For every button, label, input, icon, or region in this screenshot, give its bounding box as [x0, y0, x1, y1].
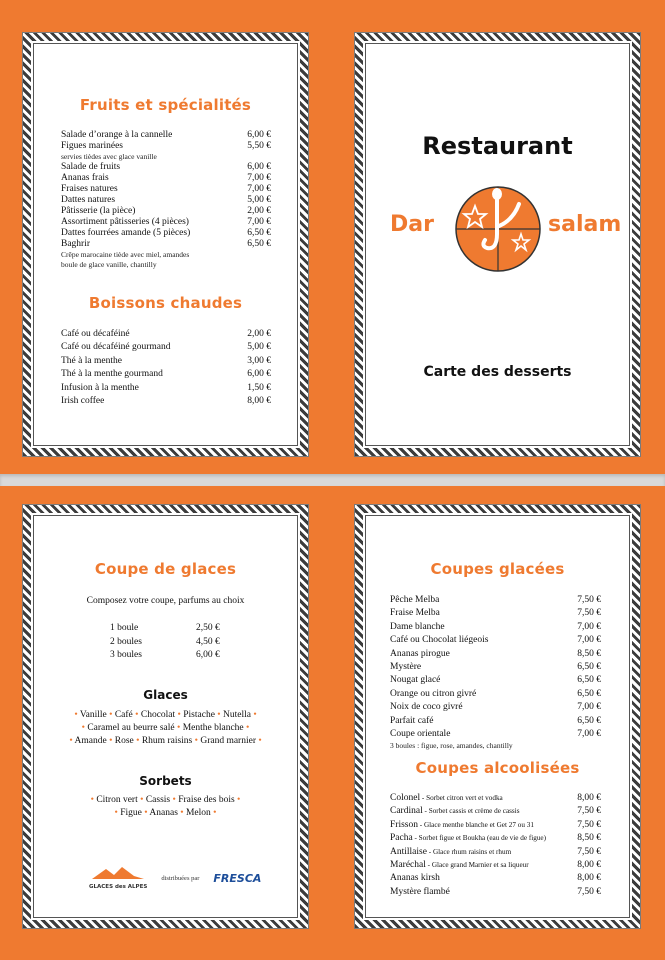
dar-salam-logo — [366, 184, 629, 284]
item-price: 7,00 € — [577, 702, 601, 713]
item-price: 1,50 € — [247, 382, 271, 393]
bullet-dot: • — [177, 710, 184, 720]
item-price: 8,00 € — [577, 860, 601, 871]
menu-row — [61, 328, 271, 341]
item-name: 1 boule — [110, 623, 139, 633]
name-left: Dar — [390, 212, 434, 237]
flavor-line — [34, 807, 297, 820]
flavor: Fraise des bois — [178, 795, 235, 805]
fresca-logo: FRESCA — [213, 871, 262, 885]
item-price: 7,50 € — [577, 846, 601, 857]
item-name: Ananas kirsh — [390, 873, 440, 884]
panel-inner — [33, 515, 298, 918]
menu-row — [61, 141, 271, 152]
menu-row — [61, 130, 271, 141]
item-name: Café ou Chocolat liégeois — [390, 635, 489, 646]
item-price: 6,00 € — [196, 650, 220, 660]
item-name: Dame blanche — [390, 621, 445, 632]
item-name: Frisson - Glace menthe blanche et Get 27 ou 31 — [390, 819, 534, 830]
menu-row — [390, 634, 601, 647]
glaces-des-alpes-logo — [89, 866, 147, 890]
menu-row — [390, 594, 601, 607]
flavor: Grand marnier — [200, 736, 256, 746]
item-price: 2,00 € — [247, 206, 271, 216]
menu-row — [61, 395, 271, 408]
item-price: 7,00 € — [247, 173, 271, 183]
flavor-line — [34, 709, 297, 722]
menu-row — [61, 162, 271, 173]
item-name: Coupe orientale — [390, 729, 451, 740]
item-name: Colonel - Sorbet citron vert et vodka — [390, 793, 503, 803]
coupes-alcool-title: Coupes alcoolisées — [415, 759, 580, 777]
panel-coupes-glacees — [354, 504, 641, 929]
item-name: Mystère — [390, 662, 422, 673]
item-name: Fraises natures — [61, 184, 118, 194]
item-price: 8,00 € — [577, 873, 601, 884]
item-detail: - Glace menthe blanche et Get 27 ou 31 — [417, 820, 534, 829]
flavor: Ananas — [149, 808, 178, 818]
bullet-dot: • — [69, 736, 75, 746]
item-name: Thé à la menthe gourmand — [61, 369, 163, 380]
item-name: Thé à la menthe — [61, 355, 122, 366]
item-name: Maréchal - Glace grand Marnier et sa liqueur — [390, 860, 529, 871]
menu-row — [61, 355, 271, 368]
hand-circle-emblem — [453, 184, 543, 274]
menu-row — [61, 206, 271, 217]
panel-inner — [365, 515, 630, 918]
item-price: 5,00 € — [247, 195, 271, 205]
item-name: Salade d’orange à la cannelle — [61, 130, 173, 140]
bullet-dot: • — [213, 808, 217, 818]
item-name: Dattes fourrées amande (5 pièces) — [61, 228, 191, 238]
item-price: 8,00 € — [577, 793, 601, 803]
item-name: Salade de fruits — [61, 162, 121, 172]
item-name: Mystère flambé — [390, 886, 450, 897]
item-name: Pêche Melba — [390, 595, 440, 605]
flavor: Vanille — [79, 710, 107, 720]
bullet-dot: • — [109, 736, 115, 746]
item-name: Ananas pirogue — [390, 648, 450, 659]
item-price: 6,50 € — [577, 688, 601, 699]
flavor: Amande — [74, 736, 107, 746]
menu-row — [390, 661, 601, 674]
fruits-list — [61, 130, 271, 270]
flavor: Figue — [120, 808, 142, 818]
item-name: 2 boules — [110, 636, 142, 647]
flavor: Cassis — [145, 795, 171, 805]
item-price: 6,00 € — [247, 130, 271, 140]
flavor: Melon — [185, 808, 211, 818]
item-price: 6,00 € — [247, 162, 271, 172]
panel-inner — [33, 43, 298, 446]
cover-subtitle: Carte des desserts — [423, 364, 572, 380]
name-right: salam — [548, 212, 622, 237]
item-price: 7,50 € — [577, 595, 601, 605]
menu-row — [390, 715, 601, 728]
item-price: 6,50 € — [247, 239, 271, 249]
glaces-title: Glaces — [143, 688, 188, 702]
flavor: Rose — [114, 736, 134, 746]
item-name: Irish coffee — [61, 396, 105, 407]
bullet-dot: • — [194, 736, 201, 746]
item-note: 3 boules : figue, rose, amandes, chantilly — [390, 741, 513, 751]
item-detail: - Sorbet citron vert et vodka — [420, 794, 503, 802]
item-price: 7,50 € — [577, 608, 601, 619]
flavor: Café — [114, 710, 133, 720]
item-price: 7,00 € — [577, 635, 601, 646]
fold-separator — [0, 474, 665, 486]
bullet-dot: • — [136, 736, 142, 746]
bullet-dot: • — [90, 795, 97, 805]
sponsor-logos — [89, 866, 261, 890]
flavor: Pistache — [183, 710, 215, 720]
item-name: Infusion à la menthe — [61, 382, 139, 393]
item-price: 6,50 € — [577, 675, 601, 686]
item-name: Parfait café — [390, 715, 434, 726]
item-price: 8,50 € — [577, 648, 601, 659]
bullet-dot: • — [237, 795, 241, 805]
flavor-line — [34, 794, 297, 807]
flavor: Citron vert — [96, 795, 138, 805]
menu-row — [61, 341, 271, 354]
item-detail: - Glace grand Marnier et sa liqueur — [425, 861, 529, 870]
item-price: 2,50 € — [196, 623, 220, 633]
item-name: Fraise Melba — [390, 608, 440, 619]
item-name: Baghrir — [61, 239, 91, 249]
mountain-icon — [92, 867, 144, 879]
bullet-dot: • — [74, 710, 80, 720]
flavor: Menthe blanche — [182, 723, 244, 733]
sizes-list — [110, 622, 230, 663]
item-name: Pâtisserie (la pièce) — [61, 206, 136, 216]
menu-row — [390, 792, 601, 805]
item-price: 7,50 € — [577, 886, 601, 897]
item-price: 8,50 € — [577, 833, 601, 844]
item-name: Assortiment pâtisseries (4 pièces) — [61, 217, 189, 227]
bullet-dot: • — [246, 723, 250, 733]
menu-row — [390, 886, 601, 899]
item-price: 5,50 € — [247, 141, 271, 151]
menu-row — [61, 217, 271, 228]
item-name: Pacha - Sorbet figue et Boukha (eau de vie de figue) — [390, 833, 547, 844]
flavor-line — [34, 722, 297, 735]
coupe-glaces-intro: Composez votre coupe, parfums au choix — [86, 596, 245, 606]
coupes-glacees-list — [390, 594, 601, 751]
item-price: 6,50 € — [247, 228, 271, 238]
bullet-dot: • — [177, 723, 183, 733]
item-name: Café ou décaféiné — [61, 329, 130, 339]
item-price: 3,00 € — [247, 355, 271, 366]
menu-row — [390, 621, 601, 634]
menu-row — [390, 688, 601, 701]
sorbets-title: Sorbets — [139, 774, 192, 788]
distrib-text: distribuées par — [161, 874, 200, 882]
glaces-des-alpes-text: GLACES des ALPES — [89, 884, 148, 890]
bullet-dot: • — [109, 710, 115, 720]
menu-row — [61, 184, 271, 195]
panel-coupe-glaces — [22, 504, 309, 929]
menu-row — [61, 382, 271, 395]
item-price: 4,50 € — [196, 636, 220, 647]
menu-row — [61, 173, 271, 184]
panel-cover — [354, 32, 641, 457]
menu-row — [61, 228, 271, 239]
item-price: 7,00 € — [577, 729, 601, 740]
menu-row — [390, 832, 601, 845]
menu-row — [390, 846, 601, 859]
coupes-glacees-title: Coupes glacées — [430, 560, 565, 578]
item-price: 8,00 € — [247, 396, 271, 407]
flavor: Nutella — [223, 710, 251, 720]
item-name: Cardinal - Sorbet cassis et crème de cassis — [390, 806, 520, 817]
menu-row — [390, 674, 601, 687]
menu-row — [390, 728, 601, 741]
bullet-dot: • — [172, 795, 179, 805]
item-price: 7,00 € — [247, 217, 271, 227]
menu-row — [390, 872, 601, 885]
flavor-line — [34, 735, 297, 748]
panel-inner — [365, 43, 630, 446]
item-detail: - Glace rhum raisins et rhum — [426, 847, 512, 856]
sorbets-lines — [34, 794, 297, 820]
bullet-dot: • — [258, 736, 262, 746]
flavor: Caramel au beurre salé — [87, 723, 175, 733]
item-price: 7,00 € — [247, 184, 271, 194]
menu-row — [61, 195, 271, 206]
fruits-title: Fruits et spécialités — [79, 96, 252, 114]
menu-row — [390, 607, 601, 620]
panel-fruits-boissons — [22, 32, 309, 457]
bullet-dot: • — [180, 808, 186, 818]
menu-row — [61, 239, 271, 250]
item-detail: - Sorbet cassis et crème de cassis — [422, 807, 520, 816]
menu-row — [110, 649, 230, 663]
item-note: servies tièdes avec glace vanille — [61, 152, 157, 161]
item-name: Antillaise - Glace rhum raisins et rhum — [390, 846, 512, 857]
item-price: 2,00 € — [247, 329, 271, 339]
item-price: 5,00 € — [247, 342, 271, 353]
item-note: Crêpe marocaine tiède avec miel, amandes — [61, 250, 190, 259]
menu-row — [390, 805, 601, 818]
restaurant-label: Restaurant — [422, 132, 573, 160]
item-note: boule de glace vanille, chantilly — [61, 260, 157, 269]
item-price: 6,50 € — [577, 715, 601, 726]
bullet-dot: • — [217, 710, 223, 720]
bullet-dot: • — [144, 808, 150, 818]
item-name: Café ou décaféiné gourmand — [61, 342, 171, 353]
item-name: Orange ou citron givré — [390, 688, 477, 699]
menu-row — [61, 368, 271, 381]
boissons-title: Boissons chaudes — [88, 294, 243, 312]
boissons-list — [61, 328, 271, 408]
menu-row — [390, 648, 601, 661]
menu-row — [390, 859, 601, 872]
bullet-dot: • — [253, 710, 257, 720]
coupe-glaces-title: Coupe de glaces — [94, 560, 237, 578]
menu-row — [110, 636, 230, 650]
menu-row — [110, 622, 230, 636]
item-name: Figues marinées — [61, 141, 124, 151]
item-price: 7,00 € — [577, 621, 601, 632]
item-price: 6,00 € — [247, 369, 271, 380]
menu-row — [390, 701, 601, 714]
flavor: Chocolat — [140, 710, 176, 720]
flavor: Rhum raisins — [141, 736, 193, 746]
item-name: 3 boules — [110, 650, 142, 660]
item-name: Ananas frais — [61, 173, 109, 183]
item-name: Nougat glacé — [390, 675, 441, 686]
item-price: 7,50 € — [577, 819, 601, 830]
bullet-dot: • — [81, 723, 88, 733]
glaces-lines — [34, 709, 297, 748]
bullet-dot: • — [140, 795, 146, 805]
coupes-alcool-list — [390, 792, 601, 899]
bullet-dot: • — [135, 710, 141, 720]
item-price: 7,50 € — [577, 806, 601, 817]
item-name: Dattes natures — [61, 195, 116, 205]
item-detail: - Sorbet figue et Boukha (eau de vie de figue) — [412, 834, 547, 843]
item-name: Noix de coco givré — [390, 702, 463, 713]
item-price: 6,50 € — [577, 662, 601, 673]
menu-row — [390, 819, 601, 832]
bullet-dot: • — [114, 808, 121, 818]
